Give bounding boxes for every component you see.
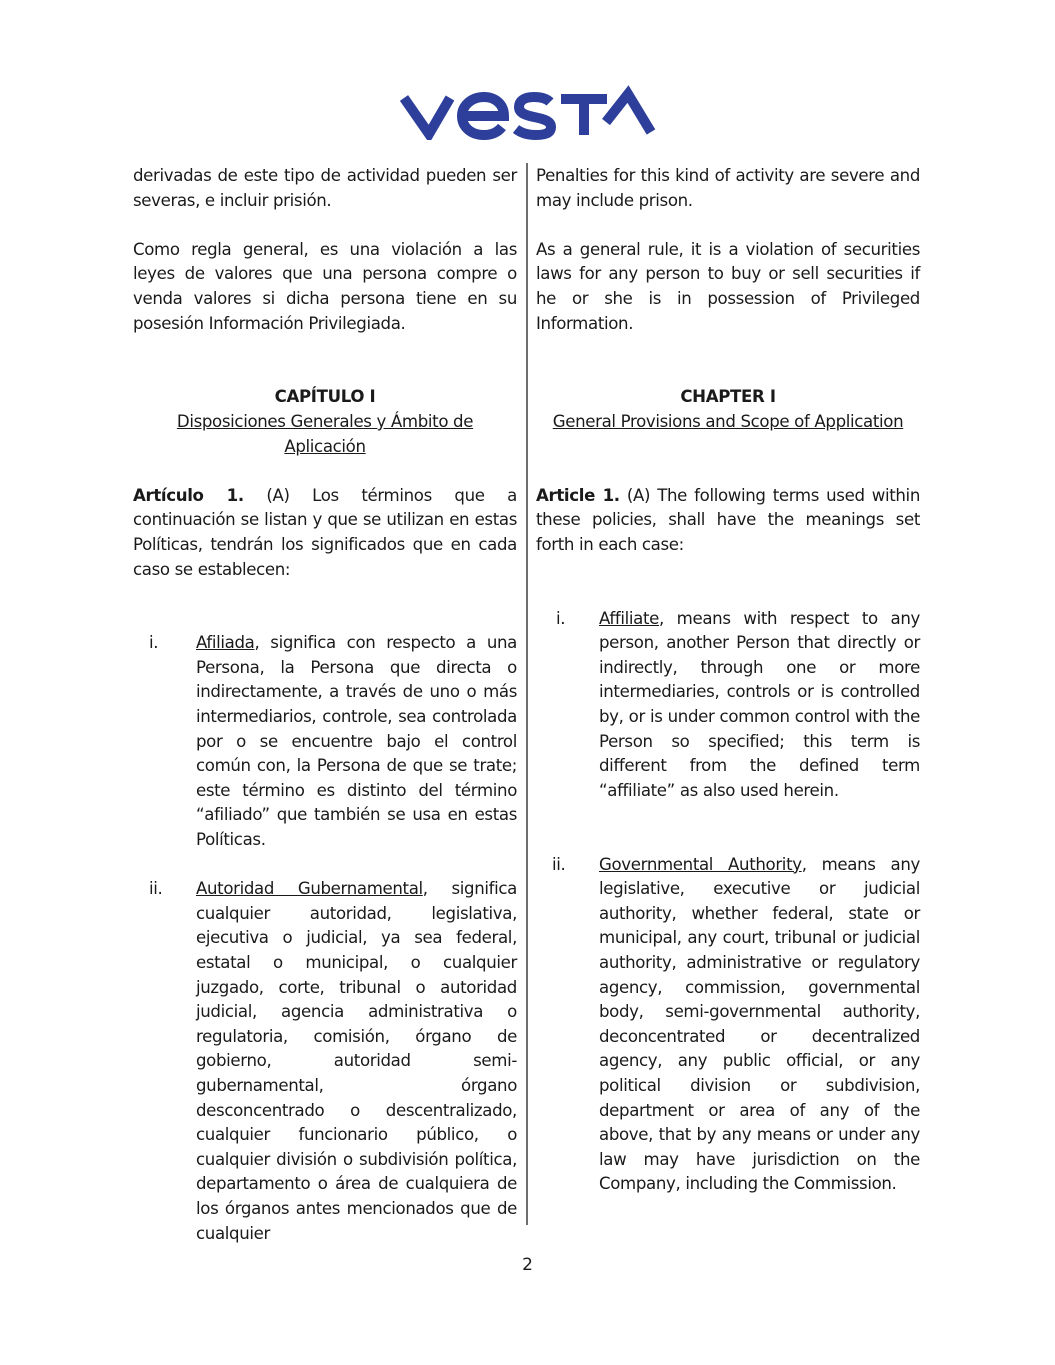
article-label-es: Artículo 1.	[133, 485, 244, 505]
chapter-title-en: CHAPTER I	[680, 387, 776, 407]
article-1-es	[133, 484, 517, 582]
vesta-logo-icon	[400, 84, 656, 140]
bilingual-columns	[133, 163, 921, 1243]
chapter-subtitle-en: General Provisions and Scope of Application	[552, 411, 904, 431]
item-number: ii.	[149, 879, 163, 899]
defined-term: Governmental Authority	[599, 854, 802, 874]
general-rule-en: As a general rule, it is a violation of securities laws for any person to buy or sell securities if he or she is in possession of Privileged Information.	[536, 239, 920, 333]
item-number: i.	[149, 633, 159, 653]
article-text-es: (A) Los términos que a continuación se listan y que se utilizan en estas Políticas, tendrán los significados que en cada caso se establecen:	[133, 485, 517, 579]
definition-item-en	[536, 853, 920, 1197]
column-divider	[526, 163, 528, 1225]
definition-item-en	[536, 607, 920, 804]
spanish-column	[133, 164, 517, 1246]
article-text-en: (A) The following terms used within these policies, shall have the meanings set forth in each case:	[536, 485, 920, 554]
intro-continuation-es: derivadas de este tipo de actividad pueden ser severas, e incluir prisión.	[133, 166, 517, 210]
definition-text: , significa cualquier autoridad, legislativa, ejecutiva o judicial, ya sea federal, estatal o municipal, o cualquier juzgado, corte, tribunal o autoridad judicial, agencia administrativa o regulatoria, comisión, órgano de gobierno, autoridad semi-gubernamental, órgano desconcentrado o descentralizado, cualquier funcionario público, o cualquier división o subdivisión política, departamento o área de cualquiera de los órganos antes mencionados que de cualquier	[196, 879, 517, 1243]
english-column	[536, 164, 920, 1197]
item-number: i.	[556, 608, 566, 628]
page-number: 2	[522, 1255, 533, 1275]
chapter-subtitle-es: Disposiciones Generales y Ámbito de Aplicación	[176, 411, 474, 456]
definition-text: , means any legislative, executive or judicial authority, whether federal, state or municipal, any court, tribunal or judicial authority, administrative or regulatory agency, commission, governmental body, semi-governmental authority, deconcentrated or decentralized agency, any public official, or any political division or subdivision, department or area of any of the above, that by any means or under any law may have jurisdiction on the Company, including the Commission.	[599, 854, 921, 1194]
article-label-en: Article 1.	[536, 485, 620, 505]
definition-text: , means with respect to any person, another Person that directly or indirectly, through one or more intermediaries, controls or is controlled by, or is under common control with the Person so specified; this term is different from the defined term “affiliate” as also used herein.	[599, 608, 920, 800]
intro-continuation-en: Penalties for this kind of activity are severe and may include prison.	[536, 166, 920, 210]
definition-item-es	[133, 877, 517, 1246]
item-number: ii.	[552, 854, 566, 874]
article-1-en	[536, 484, 920, 558]
definition-item-es	[133, 631, 517, 852]
defined-term: Affiliate	[599, 608, 660, 628]
definition-text: , significa con respecto a una Persona, la Persona que directa o indirectamente, a través de uno o más intermediarios, controle, sea controlada por o se encuentre bajo el control común con, la Persona de que se trate; este término es distinto del término “afiliado” que también se usa en estas Políticas.	[196, 633, 517, 850]
defined-term: Autoridad Gubernamental	[196, 879, 423, 899]
vesta-logo	[400, 84, 656, 140]
general-rule-es: Como regla general, es una violación a las leyes de valores que una persona compre o venda valores si dicha persona tiene en su posesión Información Privilegiada.	[133, 239, 517, 333]
defined-term: Afiliada	[196, 633, 255, 653]
chapter-title-es: CAPÍTULO I	[274, 387, 376, 407]
